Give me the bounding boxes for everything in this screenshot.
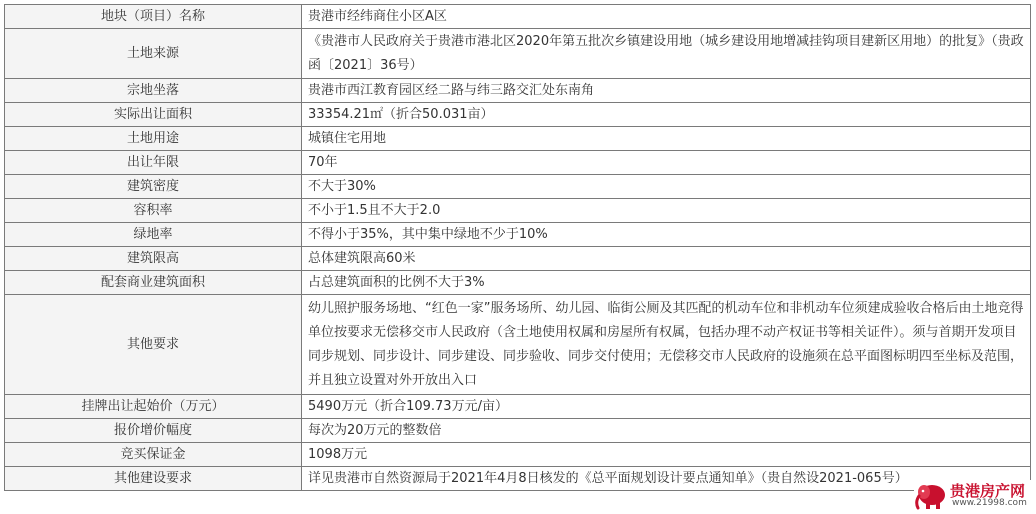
elephant-icon xyxy=(914,482,948,510)
row-value-start-price: 5490万元（折合109.73万元/亩） xyxy=(302,395,1031,419)
table-row xyxy=(5,443,1031,467)
row-label-start-price: 挂牌出让起始价（万元） xyxy=(5,395,302,419)
watermark-url: www.21998.com xyxy=(952,498,1027,508)
table-row xyxy=(5,467,1031,491)
table-row xyxy=(5,223,1031,247)
row-label-height-limit: 建筑限高 xyxy=(5,247,302,271)
table-row xyxy=(5,103,1031,127)
table-row xyxy=(5,271,1031,295)
table-row xyxy=(5,29,1031,79)
row-label-parcel-name: 地块（项目）名称 xyxy=(5,5,302,29)
row-label-building-density: 建筑密度 xyxy=(5,175,302,199)
table-row xyxy=(5,199,1031,223)
row-value-building-density: 不大于30% xyxy=(302,175,1031,199)
row-value-height-limit: 总体建筑限高60米 xyxy=(302,247,1031,271)
row-value-land-source: 《贵港市人民政府关于贵港市港北区2020年第五批次乡镇建设用地（城乡建设用地增减挂钩项目建新区用地）的批复》（贵政函〔2021〕36号） xyxy=(302,29,1031,79)
row-label-deposit: 竞买保证金 xyxy=(5,443,302,467)
row-label-bid-increment: 报价增价幅度 xyxy=(5,419,302,443)
table-row xyxy=(5,5,1031,29)
row-label-location: 宗地坐落 xyxy=(5,79,302,103)
table-row xyxy=(5,127,1031,151)
row-value-deposit: 1098万元 xyxy=(302,443,1031,467)
row-value-bid-increment: 每次为20万元的整数倍 xyxy=(302,419,1031,443)
row-label-other-construction: 其他建设要求 xyxy=(5,467,302,491)
table-row xyxy=(5,419,1031,443)
table-row xyxy=(5,395,1031,419)
watermark-site-name: 贵港房产网 xyxy=(950,482,1026,500)
row-value-other-requirements: 幼儿照护服务场地、“红色一家”服务场所、幼儿园、临街公厕及其匹配的机动车位和非机动车位须建成验收合格后由土地竞得单位按要求无偿移交市人民政府（含土地使用权属和房屋所有权属，包括办理不动产权证书等相关证件）。须与首期开发项目同步规划、同步设计、同步建设、同步验收、同步交付使用；无偿移交市人民政府的设施须在总平面图标明四至坐标及范围，并且独立设置对外开放出入口 xyxy=(302,295,1031,395)
row-value-green-ratio: 不得小于35%，其中集中绿地不少于10% xyxy=(302,223,1031,247)
row-label-area: 实际出让面积 xyxy=(5,103,302,127)
row-label-plot-ratio: 容积率 xyxy=(5,199,302,223)
row-value-parcel-name: 贵港市经纬商住小区A区 xyxy=(302,5,1031,29)
table-row xyxy=(5,295,1031,395)
table-row xyxy=(5,175,1031,199)
table-row xyxy=(5,151,1031,175)
row-value-commercial-area: 占总建筑面积的比例不大于3% xyxy=(302,271,1031,295)
row-value-other-construction: 详见贵港市自然资源局于2021年4月8日核发的《总平面规划设计要点通知单》（贵自然设2021-065号） xyxy=(302,467,1031,491)
site-watermark xyxy=(914,480,1032,512)
row-label-commercial-area: 配套商业建筑面积 xyxy=(5,271,302,295)
row-label-other-requirements: 其他要求 xyxy=(5,295,302,395)
row-label-green-ratio: 绿地率 xyxy=(5,223,302,247)
row-value-land-use: 城镇住宅用地 xyxy=(302,127,1031,151)
row-value-term: 70年 xyxy=(302,151,1031,175)
table-row xyxy=(5,79,1031,103)
row-label-land-source: 土地来源 xyxy=(5,29,302,79)
land-info-table xyxy=(4,4,1031,491)
row-value-plot-ratio: 不小于1.5且不大于2.0 xyxy=(302,199,1031,223)
row-value-area: 33354.21㎡（折合50.031亩） xyxy=(302,103,1031,127)
row-label-term: 出让年限 xyxy=(5,151,302,175)
row-value-location: 贵港市西江教育园区经二路与纬三路交汇处东南角 xyxy=(302,79,1031,103)
table-row xyxy=(5,247,1031,271)
row-label-land-use: 土地用途 xyxy=(5,127,302,151)
